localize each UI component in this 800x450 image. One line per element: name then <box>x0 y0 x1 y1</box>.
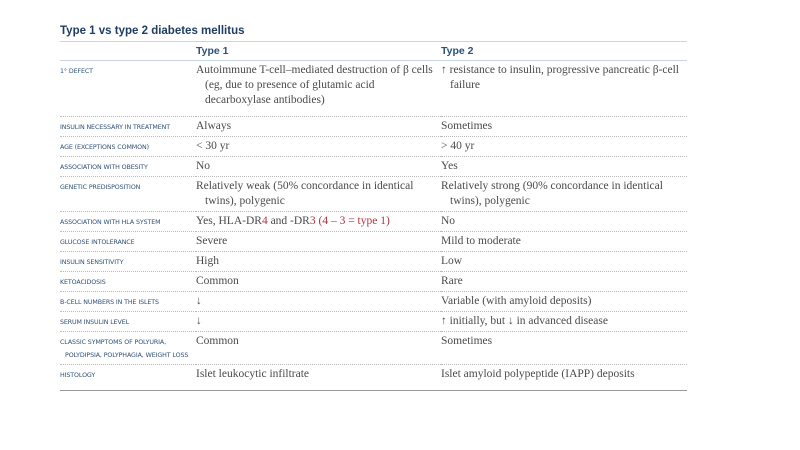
row-label-text: GLUCOSE INTOLERANCE <box>60 239 135 246</box>
type2-cell-text: Low <box>441 255 463 267</box>
type2-cell-text: Variable (with amyloid deposits) <box>441 295 592 307</box>
row-label-text: HISTOLOGY <box>60 372 96 379</box>
type1-cell-text: Common <box>196 335 239 347</box>
type2-cell <box>441 157 687 177</box>
row-label <box>60 117 196 137</box>
row-label <box>60 365 196 391</box>
table-row <box>60 61 687 117</box>
row-label-text: ASSOCIATION WITH OBESITY <box>60 164 148 171</box>
table-row <box>60 272 687 292</box>
cell-text-segment: Yes, HLA-DR <box>196 215 262 227</box>
type1-cell <box>196 332 441 365</box>
highlight-text: (4 – 3 = type 1) <box>318 215 390 227</box>
type1-cell <box>196 252 441 272</box>
type2-cell-text: Sometimes <box>441 120 493 132</box>
table-row <box>60 232 687 252</box>
type1-cell-text: Relatively weak (50% concordance in identical twins), polygenic <box>196 180 414 207</box>
type2-cell-text: > 40 yr <box>441 140 475 152</box>
row-label-text: 1° DEFECT <box>60 68 93 75</box>
type2-cell-text: Sometimes <box>441 335 493 347</box>
table-row <box>60 365 687 391</box>
row-label <box>60 272 196 292</box>
row-label <box>60 312 196 332</box>
type1-cell-text: Common <box>196 275 239 287</box>
table-row <box>60 212 687 232</box>
row-label <box>60 212 196 232</box>
header-type2: Type 2 <box>441 42 687 61</box>
row-label-text: CLASSIC SYMPTOMS OF POLYURIA, POLYDIPSIA, POLYPHAGIA, WEIGHT LOSS <box>60 339 189 359</box>
type2-cell-text: No <box>441 215 456 227</box>
type1-cell-text: Islet leukocytic infiltrate <box>196 368 310 380</box>
type2-cell-text: Mild to moderate <box>441 235 521 247</box>
table-row <box>60 117 687 137</box>
type2-cell <box>441 292 687 312</box>
type1-cell <box>196 292 441 312</box>
header-empty <box>60 42 196 61</box>
table-row <box>60 312 687 332</box>
type1-cell-text: < 30 yr <box>196 140 230 152</box>
type2-cell-text: Yes <box>441 160 458 172</box>
highlight-text: 4 <box>261 215 268 227</box>
header-type1: Type 1 <box>196 42 441 61</box>
type2-cell <box>441 61 687 117</box>
type2-cell <box>441 117 687 137</box>
type2-cell <box>441 232 687 252</box>
row-label-text: Β-CELL NUMBERS IN THE ISLETS <box>60 299 159 306</box>
row-label-text: GENETIC PREDISPOSITION <box>60 184 141 191</box>
type2-cell-text: Islet amyloid polypeptide (IAPP) deposits <box>441 368 635 380</box>
type1-cell <box>196 272 441 292</box>
row-label <box>60 232 196 252</box>
table-row <box>60 252 687 272</box>
table-row <box>60 332 687 365</box>
document <box>60 24 687 391</box>
row-label-text: AGE (EXCEPTIONS COMMON) <box>60 144 149 151</box>
row-label <box>60 292 196 312</box>
row-label-text: INSULIN SENSITIVITY <box>60 259 124 266</box>
row-label <box>60 177 196 212</box>
type1-cell <box>196 312 441 332</box>
type1-cell <box>196 212 441 232</box>
type1-cell-text: High <box>196 255 219 267</box>
row-label <box>60 61 196 117</box>
table-row <box>60 137 687 157</box>
type1-cell <box>196 117 441 137</box>
type1-cell-text: ↓ <box>196 315 202 327</box>
type1-cell <box>196 61 441 117</box>
type2-cell <box>441 252 687 272</box>
type2-cell <box>441 177 687 212</box>
highlight-text: 3 <box>309 215 316 227</box>
type1-cell <box>196 177 441 212</box>
type1-cell <box>196 365 441 391</box>
comparison-table <box>60 41 687 391</box>
type2-cell-text: ↑ initially, but ↓ in advanced disease <box>441 315 608 327</box>
row-label <box>60 332 196 365</box>
type2-cell <box>441 137 687 157</box>
row-label-text: SERUM INSULIN LEVEL <box>60 319 130 326</box>
row-label-text: ASSOCIATION WITH HLA SYSTEM <box>60 219 161 226</box>
type2-cell <box>441 332 687 365</box>
cell-text-segment: and -DR <box>267 215 310 227</box>
row-label-text: KETOACIDOSIS <box>60 279 106 286</box>
row-label-text: INSULIN NECESSARY IN TREATMENT <box>60 124 170 131</box>
type2-cell-text: Relatively strong (90% concordance in identical twins), polygenic <box>441 180 663 207</box>
type1-cell <box>196 157 441 177</box>
header-row <box>60 42 687 61</box>
type2-cell-text: Rare <box>441 275 463 287</box>
table-row <box>60 157 687 177</box>
type1-cell <box>196 232 441 252</box>
type2-cell <box>441 312 687 332</box>
type2-cell <box>441 365 687 391</box>
row-label <box>60 157 196 177</box>
type1-cell-text: ↓ <box>196 295 202 307</box>
row-label <box>60 137 196 157</box>
type1-cell <box>196 137 441 157</box>
type2-cell <box>441 272 687 292</box>
type1-cell-text <box>196 214 441 229</box>
type1-cell-text: Severe <box>196 235 228 247</box>
table-title: Type 1 vs type 2 diabetes mellitus <box>60 25 245 37</box>
type1-cell-text: Autoimmune T-cell–mediated destruction of β cells (eg, due to presence of glutamic acid decarboxylase antibodies) <box>196 64 433 106</box>
type2-cell <box>441 212 687 232</box>
type1-cell-text: No <box>196 160 211 172</box>
row-label <box>60 252 196 272</box>
table-row <box>60 177 687 212</box>
type1-cell-text: Always <box>196 120 232 132</box>
table-row <box>60 292 687 312</box>
type2-cell-text: ↑ resistance to insulin, progressive pancreatic β-cell failure <box>441 64 680 91</box>
